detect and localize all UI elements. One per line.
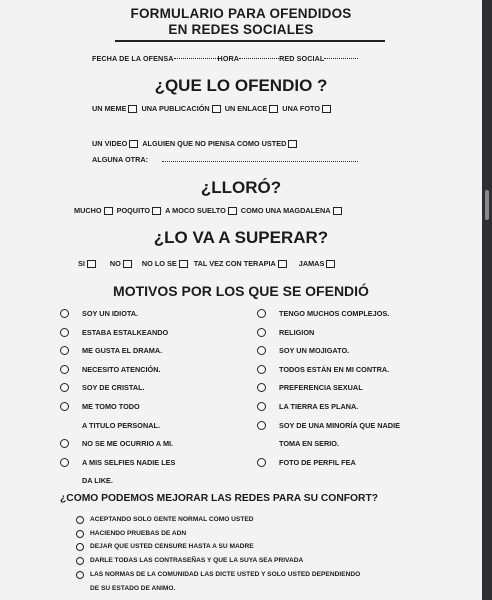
q1-checkbox[interactable] xyxy=(128,105,137,113)
q3-opt-label: NO xyxy=(109,259,121,268)
q3-opt-label: TAL VEZ CON TERAPIA xyxy=(193,259,276,268)
q1-opt-label: UNA PUBLICACIÓN xyxy=(141,104,210,113)
title-underline xyxy=(115,40,385,42)
hora-field[interactable] xyxy=(239,58,279,59)
option-label: ME GUSTA EL DRAMA. xyxy=(82,346,163,356)
option-label: TENGO MUCHOS COMPLEJOS. xyxy=(279,309,390,318)
q3-opt-label: JAMAS xyxy=(298,259,325,268)
fecha-field[interactable] xyxy=(174,58,218,59)
radio-button[interactable] xyxy=(76,543,84,551)
motivos-title: MOTIVOS POR LOS QUE SE OFENDIÓ xyxy=(113,283,369,299)
radio-button[interactable] xyxy=(257,309,266,318)
q1-row2 xyxy=(92,139,301,148)
q1-checkbox[interactable] xyxy=(269,105,278,113)
window-edge xyxy=(482,0,492,600)
q1-opt-label: ALGUIEN QUE NO PIENSA COMO USTED xyxy=(142,139,287,148)
option-label: ME TOMO TODO xyxy=(82,402,140,411)
radio-button[interactable] xyxy=(257,458,266,467)
radio-button[interactable] xyxy=(60,365,69,374)
q2-checkbox[interactable] xyxy=(152,207,161,215)
option-label: DARLE TODAS LAS CONTRASEÑAS Y QUE LA SUYA SEA PRIVADA xyxy=(90,557,304,565)
q1-other-label: ALGUNA OTRA: xyxy=(92,155,149,164)
radio-button[interactable] xyxy=(76,516,84,524)
radio-button[interactable] xyxy=(60,439,69,448)
radio-button[interactable] xyxy=(257,402,266,411)
radio-button[interactable] xyxy=(76,557,84,565)
q1-opt-label: UN VIDEO xyxy=(92,139,128,148)
q3-checkbox[interactable] xyxy=(278,260,287,268)
option-label: SOY UN IDIOTA. xyxy=(82,309,139,318)
q3-checkbox[interactable] xyxy=(123,260,132,268)
option-label: ACEPTANDO SOLO GENTE NORMAL COMO USTED xyxy=(90,516,254,523)
q2-opt-label: A MOCO SUELTO xyxy=(165,206,226,215)
q3-opt-label: NO LO SE xyxy=(141,259,177,268)
q1-checkbox[interactable] xyxy=(322,105,331,113)
scrollbar-thumb[interactable] xyxy=(485,190,489,220)
option-label: NECESITO ATENCIÓN. xyxy=(82,364,161,374)
q2-checkbox[interactable] xyxy=(104,207,113,215)
option-label-continuation: TOMA EN SERIO. xyxy=(279,439,340,449)
q2-title: ¿LLORÓ? xyxy=(200,178,282,197)
option-label-continuation: DA LIKE. xyxy=(82,476,113,486)
option-label-continuation: A TITULO PERSONAL. xyxy=(82,420,160,430)
q3-checkbox[interactable] xyxy=(179,260,188,268)
option-label-continuation: DE SU ESTADO DE ANIMO. xyxy=(90,584,176,592)
radio-button[interactable] xyxy=(60,328,69,337)
q3-row xyxy=(78,259,339,268)
q1-title: ¿QUE LO OFENDIO ? xyxy=(154,76,328,95)
q2-checkbox[interactable] xyxy=(228,207,237,215)
q1-checkbox[interactable] xyxy=(212,105,221,113)
option-label: SOY UN MOJIGATO. xyxy=(279,346,350,356)
radio-button[interactable] xyxy=(257,383,266,392)
option-label: ESTABA ESTALKEANDO xyxy=(82,327,169,337)
option-label: SOY DE UNA MINORÍA QUE NADIE xyxy=(279,420,400,430)
option-label: LAS NORMAS DE LA COMUNIDAD LAS DICTE USTED Y SOLO USTED DEPENDIENDO xyxy=(90,570,361,578)
option-label: LA TIERRA ES PLANA. xyxy=(279,402,359,411)
radio-button[interactable] xyxy=(257,365,266,374)
q2-opt-label: POQUITO xyxy=(116,206,151,215)
option-label: DEJAR QUE USTED CENSURE HASTA A SU MADRE xyxy=(90,543,254,551)
radio-button[interactable] xyxy=(257,346,266,355)
radio-button[interactable] xyxy=(76,530,84,538)
q3-title: ¿LO VA A SUPERAR? xyxy=(153,228,329,247)
q2-opt-label: MUCHO xyxy=(74,206,102,215)
mejorar-title: ¿COMO PODEMOS MEJORAR LAS REDES PARA SU CONFORT? xyxy=(60,493,379,504)
q2-row xyxy=(74,206,346,215)
q3-opt-label: SI xyxy=(78,259,85,268)
fecha-label: FECHA DE LA OFENSA xyxy=(92,54,174,63)
option-label: TODOS ESTÁN EN MI CONTRA. xyxy=(279,364,390,374)
radio-button[interactable] xyxy=(60,383,69,392)
option-label: FOTO DE PERFIL FEA xyxy=(279,457,356,467)
radio-button[interactable] xyxy=(257,421,266,430)
radio-button[interactable] xyxy=(60,309,69,318)
q1-checkbox[interactable] xyxy=(288,140,297,148)
option-label: PREFERENCIA SEXUAL xyxy=(279,383,363,393)
q1-opt-label: UN ENLACE xyxy=(224,104,268,113)
option-label: RELIGION xyxy=(279,327,315,337)
q1-opt-label: UNA FOTO xyxy=(282,104,320,113)
form-title-line2: EN REDES SOCIALES xyxy=(168,22,314,37)
q3-checkbox[interactable] xyxy=(326,260,335,268)
radio-button[interactable] xyxy=(60,402,69,411)
option-label: SOY DE CRISTAL. xyxy=(82,383,145,393)
hora-label: HORA xyxy=(217,54,240,63)
q1-row1 xyxy=(92,104,335,113)
option-label: HACIENDO PRUEBAS DE ADN xyxy=(90,529,187,537)
radio-button[interactable] xyxy=(60,346,69,355)
option-label: A MIS SELFIES NADIE LES xyxy=(82,457,176,467)
radio-button[interactable] xyxy=(76,571,84,579)
q1-opt-label: UN MEME xyxy=(92,104,127,113)
q2-checkbox[interactable] xyxy=(333,207,342,215)
q3-checkbox[interactable] xyxy=(87,260,96,268)
form-title-line1: FORMULARIO PARA OFENDIDOS xyxy=(130,6,352,21)
q2-opt-label: COMO UNA MAGDALENA xyxy=(240,206,331,215)
red-label: RED SOCIAL xyxy=(279,54,325,63)
radio-button[interactable] xyxy=(257,328,266,337)
meta-line xyxy=(92,54,358,63)
option-label: NO SE ME OCURRIO A MI. xyxy=(82,439,174,449)
q1-checkbox[interactable] xyxy=(129,140,138,148)
radio-button[interactable] xyxy=(60,458,69,467)
red-field[interactable] xyxy=(324,58,358,59)
q1-other-field[interactable] xyxy=(162,161,358,162)
